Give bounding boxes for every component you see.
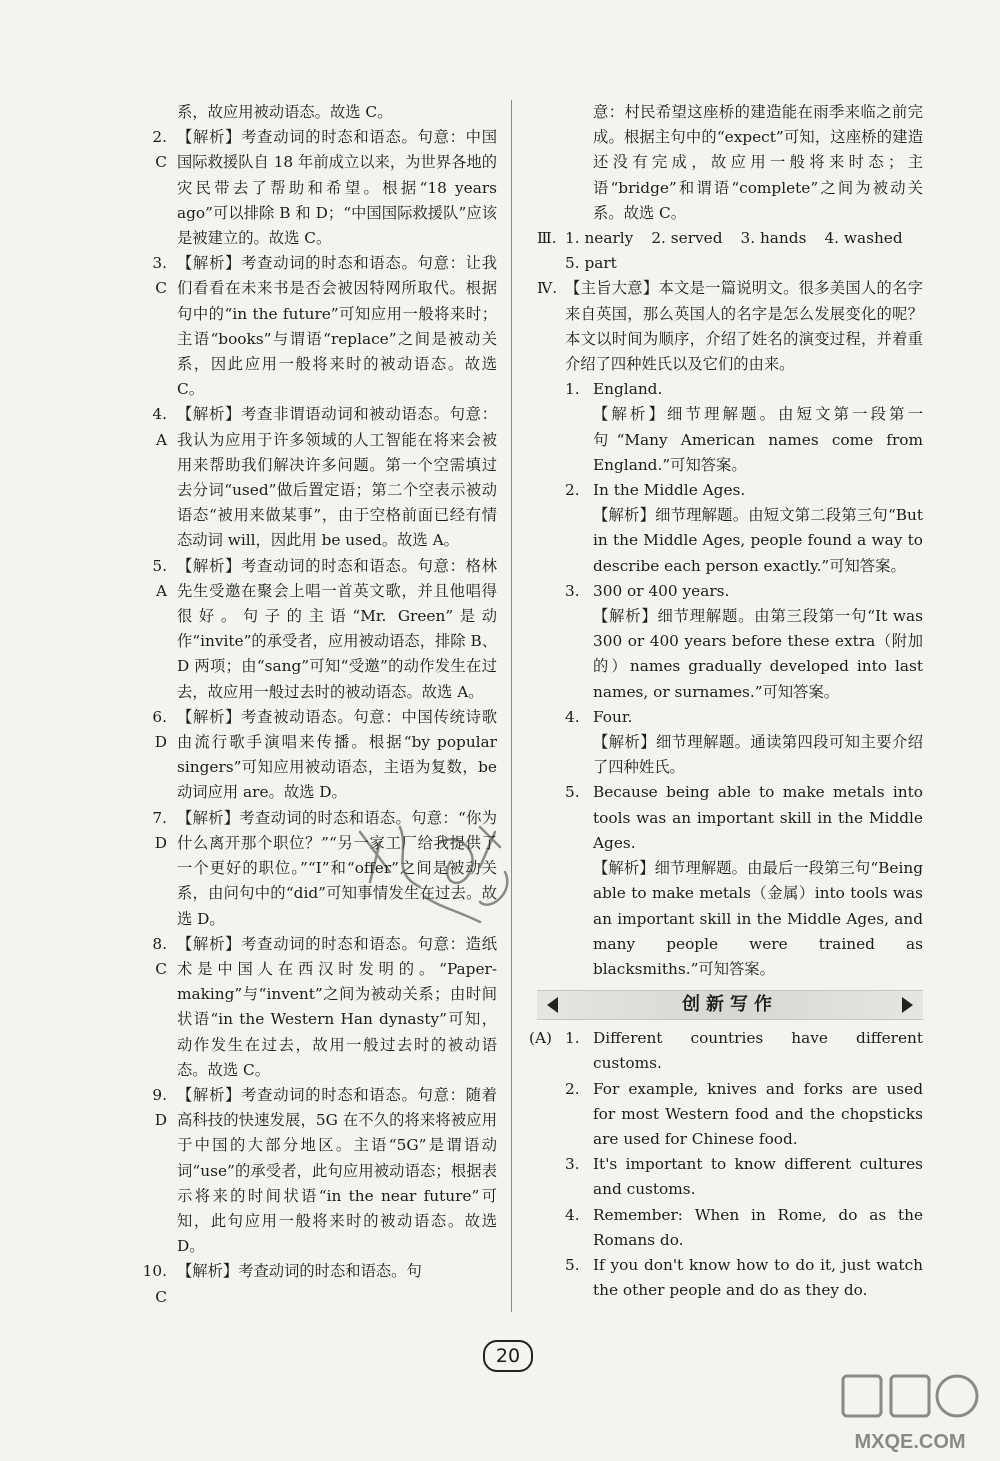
item-text: 【解析】考查动词的时态和语态。句意：造纸术是中国人在西汉时发明的。“Paper-making”与“invent”之间为被动关系；由时间状语“in the Western Han dynasty”可知，动作发生在过去，故用一般过去时的被动语态。故选 C。 — [177, 934, 497, 1079]
left-column — [137, 100, 497, 1306]
item-text: It's important to know different cultures and customs. — [593, 1155, 923, 1199]
reading-item-5 — [537, 780, 923, 982]
item-number: 4. A — [152, 405, 167, 449]
writing-item-5 — [537, 1253, 923, 1303]
item-number: 5. — [565, 783, 580, 802]
item-analysis: 【解析】细节理解题。通读第四段可知主要介绍了四种姓氏。 — [593, 733, 923, 777]
item-number: 4. — [565, 707, 580, 726]
item-text: Different countries have different customs. — [593, 1029, 923, 1073]
handwritten-stamp — [330, 812, 530, 942]
writing-item-4 — [537, 1203, 923, 1253]
fill-answer: 4. washed — [824, 229, 903, 248]
section-number: Ⅳ. — [537, 279, 558, 298]
item-number: 4. — [565, 1205, 580, 1224]
item-text: 【解析】考查动词的时态和语态。句意：中国国际救援队自 18 年前成立以来，为世界各地的灾民带去了帮助和希望。根据“18 years ago”可以排除 B 和 D；“中国国际救援队”应该是被建立的。故选 C。 — [177, 128, 497, 248]
item-text: 【解析】考查非谓语动词和被动语态。句意：我认为应用于许多领域的人工智能在将来会被用来帮助我们解决许多问题。第一个空需填过去分词“used”做后置定语；第二个空表示被动语态“被用来做某事”，由于空格前面已经有情态动词 will，因此用 be used。故选 A。 — [177, 405, 497, 550]
reading-item-3 — [537, 579, 923, 705]
item-number: 2. C — [152, 128, 167, 172]
item-number: 3. — [565, 1155, 580, 1174]
item-number: 3. C — [152, 254, 167, 298]
item-number: 1. — [565, 1029, 580, 1048]
item-text: 【解析】考查动词的时态和语态。句 — [177, 1262, 422, 1281]
item-answer: Four. — [593, 707, 633, 726]
item-text: 系，故应用被动语态。故选 C。 — [177, 103, 393, 121]
part-tag: (A) — [529, 1029, 552, 1048]
item-number: 3. — [565, 581, 580, 600]
item-number: 1. — [565, 380, 580, 399]
answer-item-9 — [137, 1083, 497, 1259]
item-analysis: 【解析】细节理解题。由第三段第一句“It was 300 or 400 years before these extra（附加的）names gradually developed into last names, or surnames.”可知答案。 — [593, 607, 923, 701]
answer-item-4 — [137, 402, 497, 553]
writing-item-3 — [537, 1152, 923, 1202]
writing-item-2 — [537, 1077, 923, 1153]
answer-item-cont — [137, 100, 497, 125]
section-4 — [537, 276, 923, 377]
item-number: 5. A — [152, 556, 167, 600]
page-number: 20 — [483, 1340, 533, 1372]
watermark-logo — [835, 1370, 985, 1458]
item-text: For example, knives and forks are used for most Western food and the chopsticks are used for Chinese food. — [593, 1079, 923, 1148]
item-number: 5. — [565, 1255, 580, 1274]
item-number: 9. D — [152, 1085, 167, 1130]
item-text: If you don't know how to do it, just watch the other people and do as they do. — [593, 1255, 923, 1300]
item-answer: England. — [593, 380, 663, 399]
item-analysis: 【解析】细节理解题。由短文第二段第三句“But in the Middle Ages, people found a way to describe each person exactly.”可知答案。 — [593, 506, 923, 575]
reading-item-4 — [537, 705, 923, 781]
item-number: 6. D — [152, 707, 167, 752]
item-analysis: 【解析】细节理解题。由最后一段第三句“Being able to make metals（金属）into tools was an important skill in the Middle Ages, and many people were trained as blacksmiths.”可知答案。 — [593, 859, 923, 978]
item-text: 【解析】考查动词的时态和语态。句意：让我们看看在未来书是否会被因特网所取代。根据句中的“in the future”可知应用一般将来时；主语“books”与谓语“replace”之间是被动关系，因此应用一般将来时的被动语态。故选 C。 — [177, 254, 497, 399]
item-text: 【解析】考查被动语态。句意：中国传统诗歌由流行歌手演唱来传播。根据“by popular singers”可知应用被动语态，主语为复数，be 动词应用 are。故选 D。 — [177, 707, 497, 802]
fill-answer: 5. part — [565, 254, 617, 273]
answer-item-2 — [137, 125, 497, 251]
item-text: Remember: When in Rome, do as the Romans do. — [593, 1205, 923, 1249]
right-column — [529, 100, 923, 1303]
reading-item-1 — [537, 377, 923, 478]
item-text: 【解析】考查动词的时态和语态。句意：格林先生受邀在聚会上唱一首英文歌，并且他唱得很好。句子的主语“Mr. Green”是动作“invite”的承受者，应用被动语态，排除 B、D 两项；由“sang”可知“受邀”的动作发生在过去，故应用一般过去时的被动语态。故选 A。 — [177, 556, 497, 701]
item-answer: Because being able to make metals into tools was an important skill in the Middle Ages. — [593, 783, 923, 852]
svg-text:MXQE.COM: MXQE.COM — [854, 1431, 966, 1453]
section-3-answers — [565, 226, 923, 251]
section-3 — [537, 226, 923, 276]
column-divider — [511, 100, 512, 1312]
section-title: 创新写作 — [682, 994, 778, 1016]
answer-item-3 — [137, 251, 497, 402]
item-number: 2. — [565, 481, 580, 500]
answer-item-8 — [137, 932, 497, 1083]
reading-item-2 — [537, 478, 923, 579]
item-number: 10. C — [142, 1262, 167, 1306]
item-number: 2. — [565, 1079, 580, 1098]
section-number: Ⅲ. — [537, 229, 557, 248]
item-text: 【解析】考查动词的时态和语态。句意：“你为什么离开那个职位？”“另一家工厂给我提供了一个更好的职位。”“I”和“offer”之间是被动关系，由问句中的“did”可知事情发生在过去。故选 D。 — [177, 808, 497, 928]
fill-answer: 2. served — [651, 229, 723, 248]
triangle-right-icon — [902, 997, 913, 1013]
fill-answer: 1. nearly — [565, 229, 634, 248]
section-banner — [537, 990, 923, 1020]
item-number: 7. D — [152, 808, 167, 852]
answer-item-10 — [137, 1259, 497, 1306]
main-idea: 【主旨大意】本文是一篇说明文。很多美国人的名字来自英国，那么英国人的名字是怎么发展变化的呢？本文以时间为顺序，介绍了姓名的演变过程，并着重介绍了四种姓氏以及它们的由来。 — [565, 279, 923, 374]
answer-item-5 — [137, 554, 497, 705]
item-text: 【解析】考查动词的时态和语态。句意：随着高科技的快速发展，5G 在不久的将来将被应用于中国的大部分地区。主语“5G”是谓语动词“use”的承受者，此句应用被动语态；根据表示将来的时间状语“in the near future”可知，此句应用一般将来时的被动语态。故选 D。 — [177, 1085, 497, 1256]
answer-item-6 — [137, 705, 497, 806]
item-answer: In the Middle Ages. — [593, 481, 746, 500]
item-answer: 300 or 400 years. — [593, 581, 730, 600]
fill-answer: 3. hands — [740, 229, 807, 248]
item-analysis: 【解析】细节理解题。由短文第一段第一句“Many American names come from England.”可知答案。 — [593, 405, 923, 474]
writing-item-1 — [529, 1026, 923, 1076]
answer-item-10-cont: 意：村民希望这座桥的建造能在雨季来临之前完成。根据主句中的“expect”可知，这座桥的建造还没有完成，故应用一般将来时态；主语“bridge”和谓语“complete”之间为被动关系。故选 C。 — [593, 103, 923, 222]
item-number: 8. C — [152, 934, 167, 978]
